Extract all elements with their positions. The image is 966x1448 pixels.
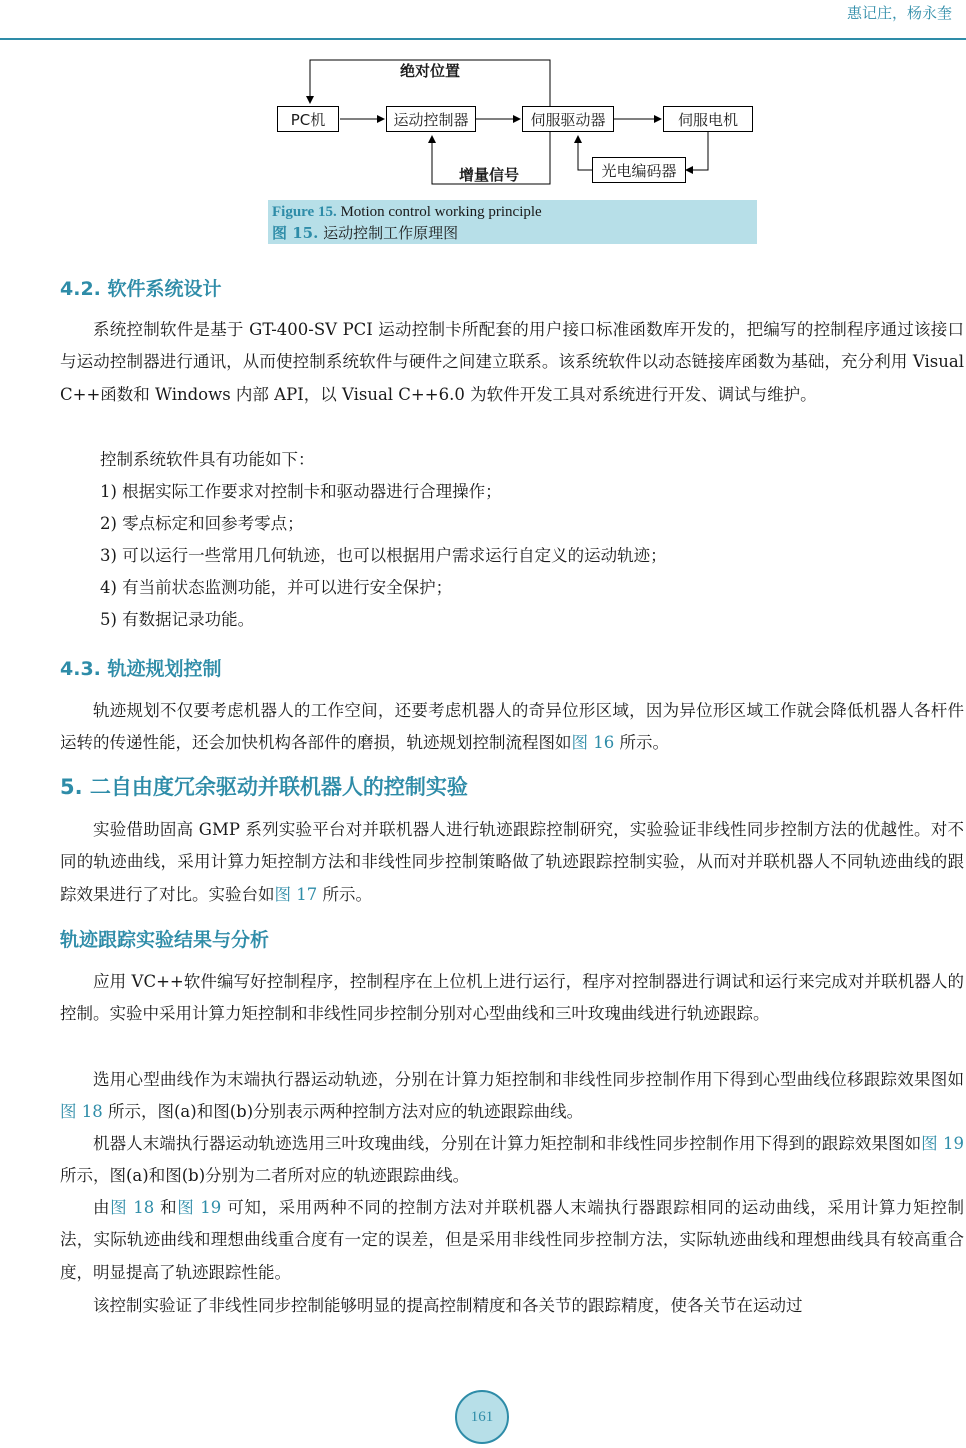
subsection-heading: 轨迹跟踪实验结果与分析	[60, 929, 270, 951]
servo-motor-node: 伺服电机	[663, 106, 753, 132]
text: 和	[154, 1198, 178, 1217]
figure-ref-link[interactable]: 图 17	[274, 884, 318, 904]
figure-ref-link[interactable]: 图 18	[60, 1102, 103, 1122]
figure-ref-link[interactable]: 图 19	[177, 1198, 222, 1217]
page-number: 161	[455, 1390, 509, 1444]
figure-ref-link[interactable]: 图 16	[571, 733, 615, 753]
text: 所示，图(a)和图(b)分别表示两种控制方法对应的轨迹跟踪曲线。	[102, 1102, 584, 1122]
encoder-node: 光电编码器	[592, 157, 686, 183]
motion-controller-node: 运动控制器	[386, 106, 476, 132]
list-item: 5) 有数据记录功能。	[100, 610, 255, 629]
section-heading-4-2: 4.2. 软件系统设计	[60, 278, 222, 300]
motion-control-diagram	[0, 0, 966, 200]
paragraph: 应用 VC++软件编写好控制程序，控制程序在上位机上进行运行，程序对控制器进行调试和运行来完成对并联机器人的控制。实验中采用计算力矩控制和非线性同步控制分别对心型曲线和三叶玫瑰曲线进行轨迹跟踪。	[60, 972, 964, 1024]
caption-english	[272, 201, 753, 223]
paragraph: 系统控制软件是基于 GT-400-SV PCI 运动控制卡所配套的用户接口标准函数库开发的，把编写的控制程序通过该接口与运动控制器进行通讯，从而使控制系统软件与硬件之间建立联系。该系统软件以动态链接库函数为基础，充分利用 Visual C++函数和 Windows 内部 API，以 Visual C++6.0 为软件开发工具对系统进行开发、调试与维护。	[60, 320, 964, 404]
text: 机器人末端执行器运动轨迹选用三叶玫瑰曲线，分别在计算力矩控制和非线性同步控制作用下得到的跟踪效果图如	[93, 1134, 922, 1153]
list-item: 4) 有当前状态监测功能，并可以进行安全保护；	[100, 578, 453, 597]
paragraph	[60, 1192, 964, 1289]
list-item: 2) 零点标定和回参考零点；	[100, 514, 304, 533]
paragraph	[60, 695, 964, 760]
text: 所示，图(a)和图(b)分别为二者所对应的轨迹跟踪曲线。	[60, 1166, 470, 1186]
function-list-intro: 控制系统软件具有功能如下：	[100, 450, 315, 469]
section-heading-5: 5. 二自由度冗余驱动并联机器人的控制实验	[60, 775, 468, 799]
figure-ref-link[interactable]: 图 18	[110, 1198, 155, 1217]
absolute-position-label: 绝对位置	[400, 62, 461, 80]
paragraph	[60, 814, 964, 911]
text: 由	[93, 1198, 111, 1217]
header-authors: 惠记庄，杨永奎	[846, 4, 952, 22]
caption-chinese	[272, 223, 753, 244]
pc-node: PC机	[277, 106, 339, 132]
figure-ref-link[interactable]: 图 19	[921, 1134, 964, 1153]
caption-en-label: Figure 15.	[272, 204, 337, 220]
caption-cn-label: 图 15.	[272, 224, 319, 242]
caption-en-text: Motion control working principle	[336, 204, 542, 220]
text: 选用心型曲线作为末端执行器运动轨迹，分别在计算力矩控制和非线性同步控制作用下得到心型曲线位移跟踪效果图如	[93, 1070, 964, 1089]
list-item: 3) 可以运行一些常用几何轨迹，也可以根据用户需求运行自定义的运动轨迹；	[100, 546, 667, 565]
text: 轨迹规划不仅要考虑机器人的工作空间，还要考虑机器人的奇异位形区域，因为异位形区域工作就会降低机器人各杆件运转的传递性能，还会加快机构各部件的磨损，轨迹规划控制流程图如	[60, 701, 964, 753]
servo-driver-node: 伺服驱动器	[522, 106, 614, 132]
text: 所示。	[317, 884, 372, 904]
increment-signal-label: 增量信号	[459, 166, 520, 184]
text: 所示。	[614, 733, 669, 753]
paragraph	[60, 1128, 964, 1193]
figure-caption	[268, 200, 757, 244]
list-item: 1) 根据实际工作要求对控制卡和驱动器进行合理操作；	[100, 482, 502, 501]
caption-cn-text: 运动控制工作原理图	[318, 224, 459, 242]
text: 实验借助固高 GMP 系列实验平台对并联机器人进行轨迹跟踪控制研究，实验验证非线性同步控制方法的优越性。对不同的轨迹曲线，采用计算力矩控制方法和非线性同步控制策略做了轨迹跟踪控制实验，从而对并联机器人不同轨迹曲线的跟踪效果进行了对比。实验台如	[60, 820, 964, 904]
paragraph: 该控制实验证了非线性同步控制能够明显的提高控制精度和各关节的跟踪精度，使各关节在运动过	[93, 1296, 803, 1315]
text: 可知，采用两种不同的控制方法对并联机器人末端执行器跟踪相同的运动曲线，采用计算力矩控制法，实际轨迹曲线和理想曲线重合度有一定的误差，但是采用非线性同步控制方法，实际轨迹曲线和理想曲线具有较高重合度，明显提高了轨迹跟踪性能。	[60, 1198, 964, 1282]
paragraph	[60, 1064, 964, 1129]
section-heading-4-3: 4.3. 轨迹规划控制	[60, 658, 222, 680]
